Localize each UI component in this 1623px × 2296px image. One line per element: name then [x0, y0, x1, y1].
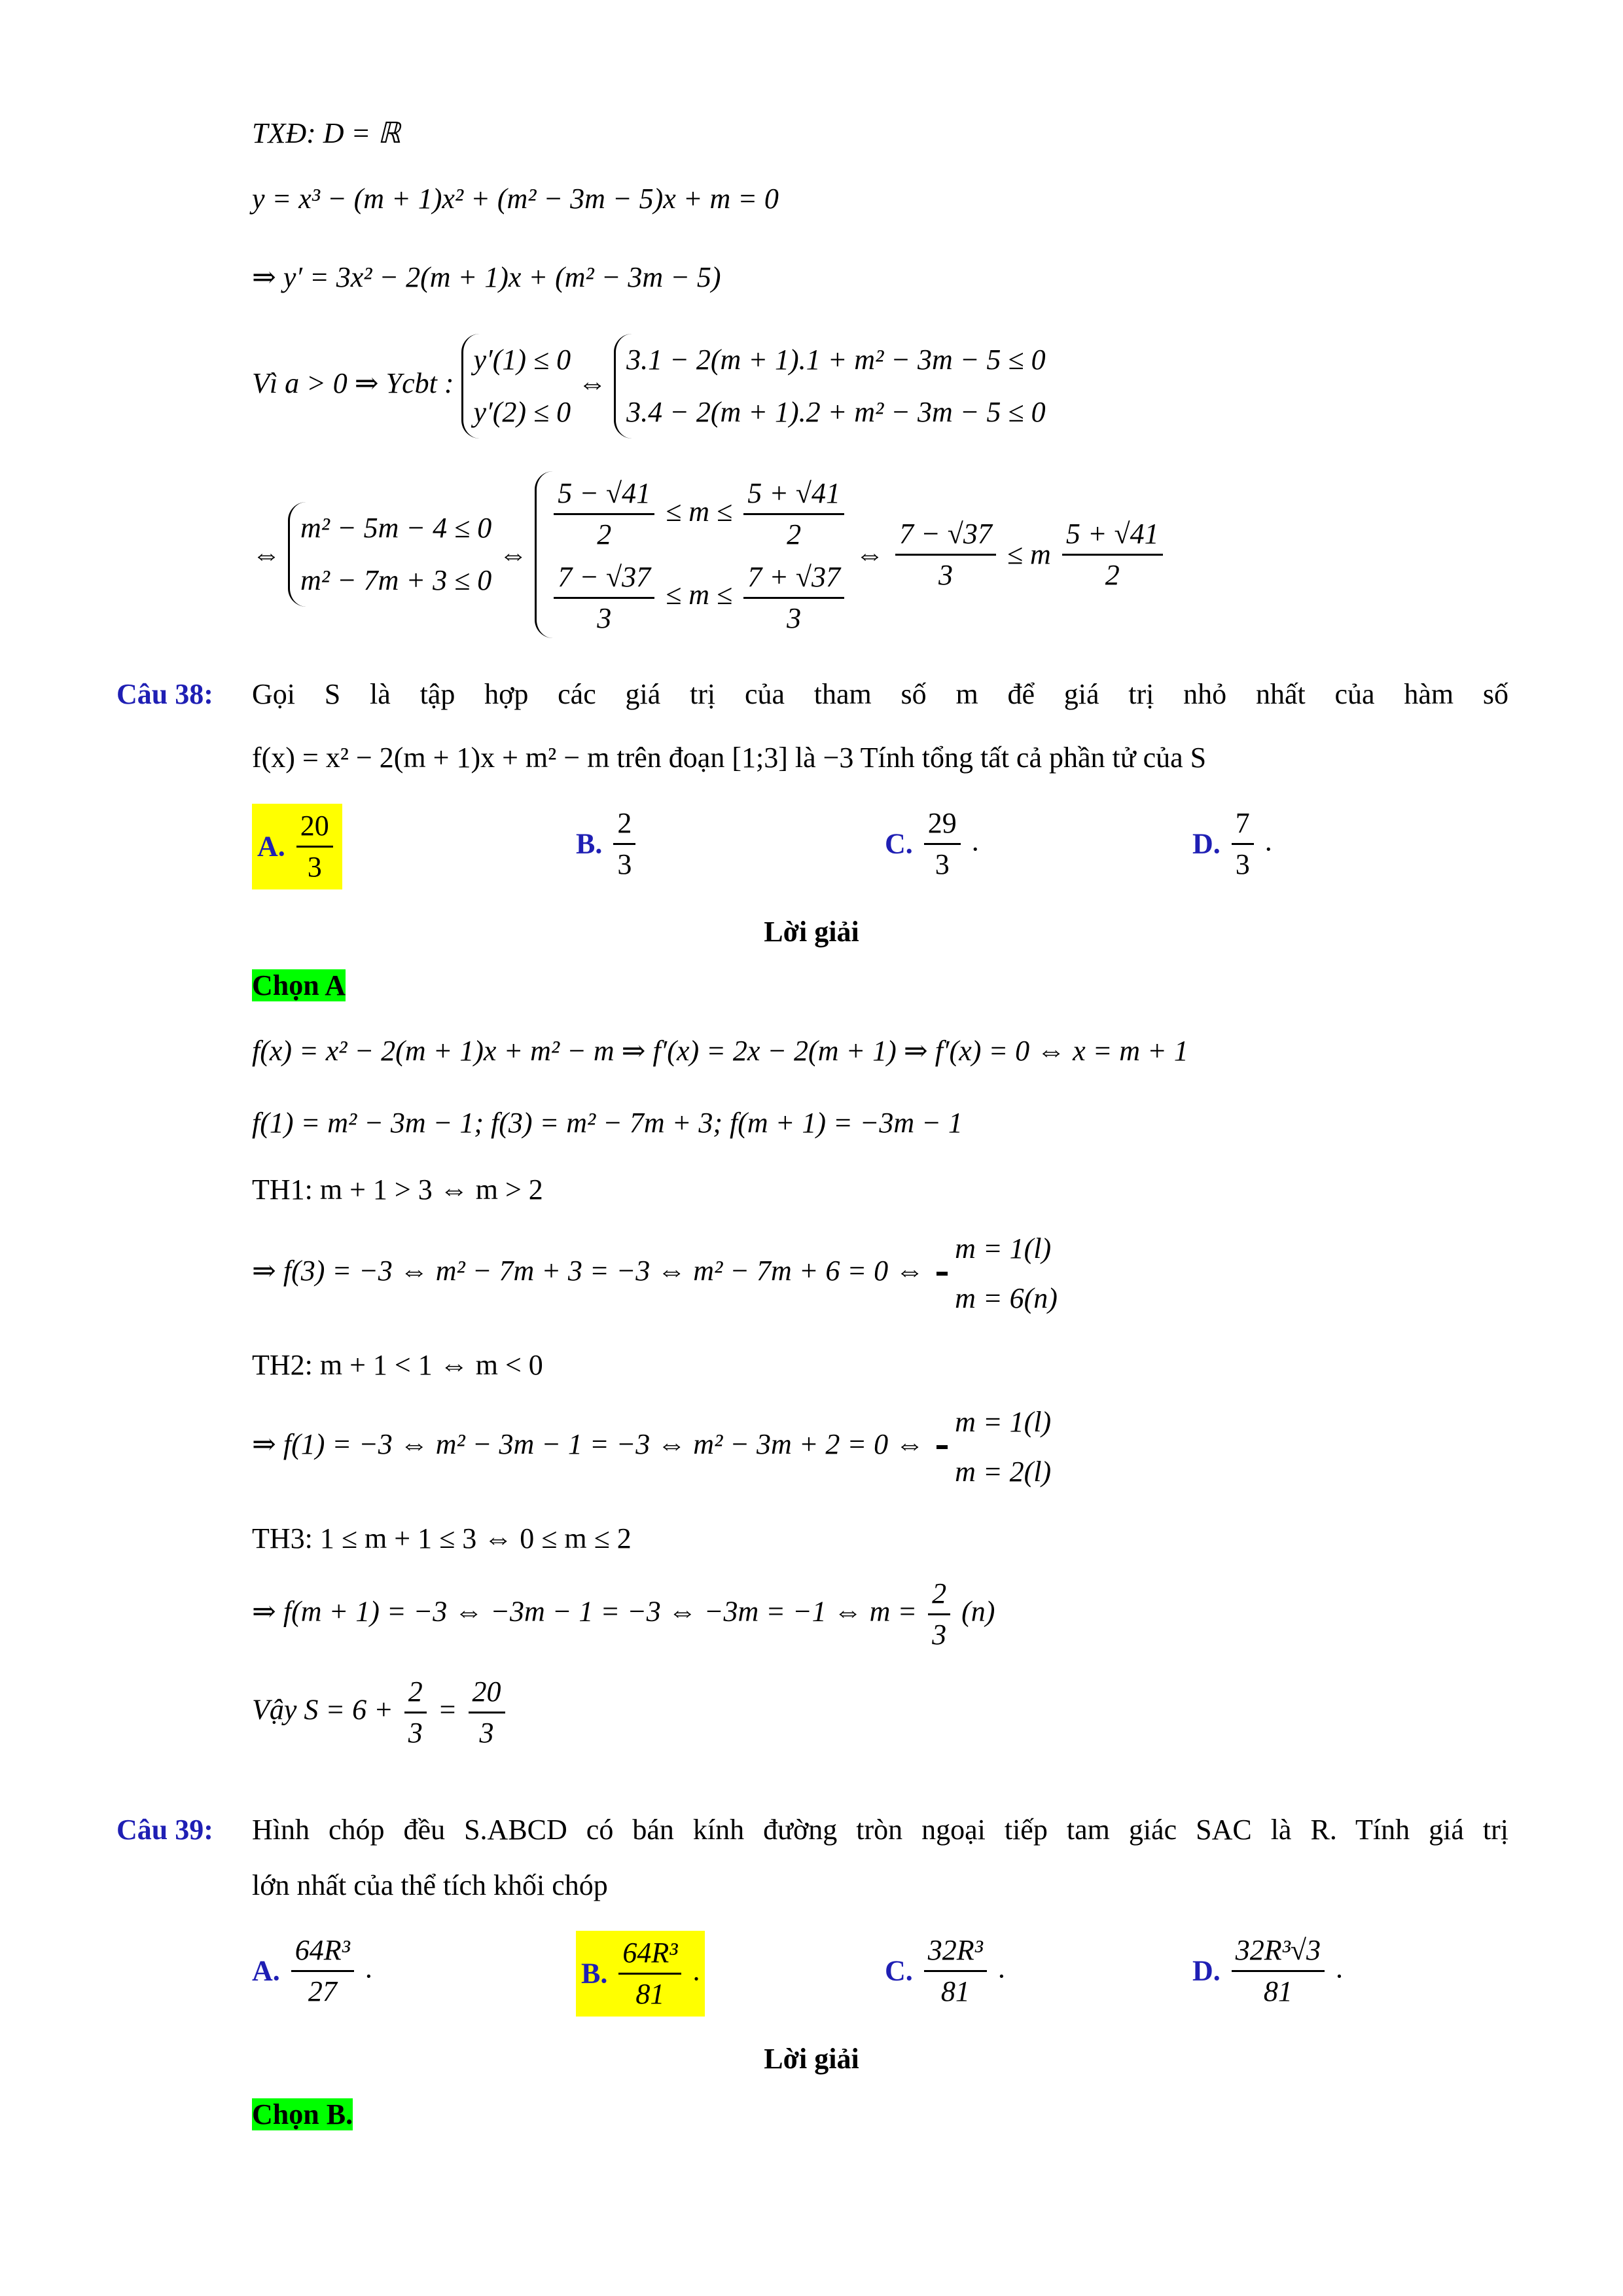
fraction: $\frac{5 + √41}{2}$ [1062, 514, 1163, 595]
q38-case-2: TH2: m + 1 < 1 ⇔ m < 0 [252, 1349, 543, 1381]
case-2-root-2: m = 2(l) [955, 1456, 1052, 1488]
iff-symbol: ⇔ [252, 538, 281, 571]
q38-option-d: D. $\frac{7}{3}$ . [1192, 804, 1272, 884]
question-38-text-1: Gọi S là tập hợp các giá trị của tham số m để giá trị nhỏ nhất của hàm số [252, 678, 1508, 710]
q38-option-a: A. $\frac{20}{3}$ [252, 804, 342, 889]
question-39-text-2: lớn nhất của thể tích khối chóp [252, 1869, 608, 1901]
q38-step-1: f(x) = x² − 2(m + 1)x + m² − m ⇒ f′(x) = 2x − 2(m + 1) ⇒ f′(x) = 0 ⇔ x = m + 1 [252, 1035, 1188, 1067]
fraction: $\frac{7 + √37}{3}$ [743, 558, 844, 638]
q38-solution-heading: Lời giải [764, 916, 859, 948]
q39-option-c: C. $\frac{\text{32R³}}{81}$ . [885, 1931, 1005, 2011]
case-1-root-1: m = 1(l) [955, 1232, 1052, 1265]
q39-option-a: A. $\frac{\text{64R³}}{27}$ . [252, 1931, 372, 2011]
q38-case-1-solution: ⇒ f(3) = −3 ⇔ m² − 7m + 3 = −3 ⇔ m² − 7m + 6 = 0 ⇔ m = 1(l) m = 6(n) [252, 1224, 1058, 1323]
inequality-solution-line: ⇔ m² − 5m − 4 ≤ 0 m² − 7m + 3 ≤ 0 ⇔ $\frac{5 - √41}{2}$ ≤ m ≤ $\frac{5 + √41}{2}$ $\frac{7 - √37}{3}$ ≤ m ≤ $\frac{7 + √37}{3}$ ⇔ $\frac{7 - √37}{3}$ ≤ m $\frac{5 + √41}{2}$ [252, 471, 1167, 638]
q39-option-b: B. $\frac{\text{64R³}}{81}$ . [576, 1931, 705, 2017]
fraction: $\frac{5 - √41}{2}$ [554, 474, 654, 554]
function-equation: y = x³ − (m + 1)x² + (m² − 3m − 5)x + m = 0 [252, 183, 779, 215]
iff-symbol: ⇔ [499, 538, 528, 571]
q38-conclusion: Vậy S = 6 + $\frac{2}{3}$ = $\frac{20}{3}$ [252, 1672, 509, 1753]
sys2-row-1: 3.1 − 2(m + 1).1 + m² − 3m − 5 ≤ 0 [626, 344, 1046, 376]
question-39-text-1: Hình chóp đều S.ABCD có bán kính đường tròn ngoại tiếp tam giác SAC là R. Tính giá trị [252, 1814, 1508, 1846]
fraction: $\frac{7 - √37}{3}$ [554, 558, 654, 638]
iff-symbol: ⇔ [578, 367, 607, 400]
iff-symbol: ⇔ [855, 538, 885, 571]
quadratic-row-2: m² − 7m + 3 ≤ 0 [300, 564, 492, 597]
q39-option-d: D. $\frac{\text{32R³√3}}{81}$ . [1192, 1931, 1343, 2011]
q38-option-b: B. $\frac{2}{3}$ [576, 804, 639, 884]
interval-system [535, 471, 848, 638]
q39-solution-heading: Lời giải [764, 2043, 859, 2075]
case-2-root-1: m = 1(l) [955, 1406, 1052, 1438]
q39-answer: Chọn B. [252, 2098, 353, 2130]
derivative-equation: ⇒ y′ = 3x² − 2(m + 1)x + (m² − 3m − 5) [252, 261, 721, 293]
q38-case-1: TH1: m + 1 > 3 ⇔ m > 2 [252, 1174, 543, 1206]
interval-row-1: $\frac{5 - √41}{2}$ ≤ m ≤ $\frac{5 + √41}{2}$ [550, 471, 848, 554]
sys1-row-1: y′(1) ≤ 0 [473, 344, 571, 376]
case-1-root-2: m = 6(n) [955, 1282, 1058, 1314]
interval-row-2: $\frac{7 - √37}{3}$ ≤ m ≤ $\frac{7 + √37}{3}$ [550, 554, 848, 637]
condition-system-2 [614, 334, 1045, 439]
q38-case-3-solution: ⇒ f(m + 1) = −3 ⇔ −3m − 1 = −3 ⇔ −3m = −1 ⇔ m = $\frac{2}{3}$ (n) [252, 1574, 995, 1655]
domain-line: TXĐ: D = ℝ [252, 117, 401, 149]
q38-step-2: f(1) = m² − 3m − 1; f(3) = m² − 7m + 3; f(m + 1) = −3m − 1 [252, 1107, 963, 1139]
quadratic-row-1: m² − 5m − 4 ≤ 0 [300, 512, 492, 545]
q38-case-3: TH3: 1 ≤ m + 1 ≤ 3 ⇔ 0 ≤ m ≤ 2 [252, 1522, 632, 1554]
quadratic-system [288, 502, 491, 607]
condition-prefix: Vì a > 0 ⇒ Ycbt : [252, 367, 454, 400]
condition-line [252, 334, 1046, 439]
fraction: $\frac{7 - √37}{3}$ [895, 514, 996, 595]
q38-option-c: C. $\frac{29}{3}$ . [885, 804, 979, 884]
condition-system-1 [461, 334, 571, 439]
sys2-row-2: 3.4 − 2(m + 1).2 + m² − 3m − 5 ≤ 0 [626, 396, 1046, 428]
question-38-label: Câu 38: [116, 678, 213, 710]
fraction: $\frac{5 + √41}{2}$ [743, 474, 844, 554]
question-38-text-2: f(x) = x² − 2(m + 1)x + m² − m trên đoạn [1;3] là −3 Tính tổng tất cả phần tử của S [252, 742, 1207, 774]
question-39-label: Câu 39: [116, 1814, 213, 1846]
q38-answer: Chọn A [252, 969, 346, 1001]
sys1-row-2: y′(2) ≤ 0 [473, 396, 571, 428]
q38-case-2-solution: ⇒ f(1) = −3 ⇔ m² − 3m − 1 = −3 ⇔ m² − 3m + 2 = 0 ⇔ m = 1(l) m = 2(l) [252, 1397, 1051, 1497]
